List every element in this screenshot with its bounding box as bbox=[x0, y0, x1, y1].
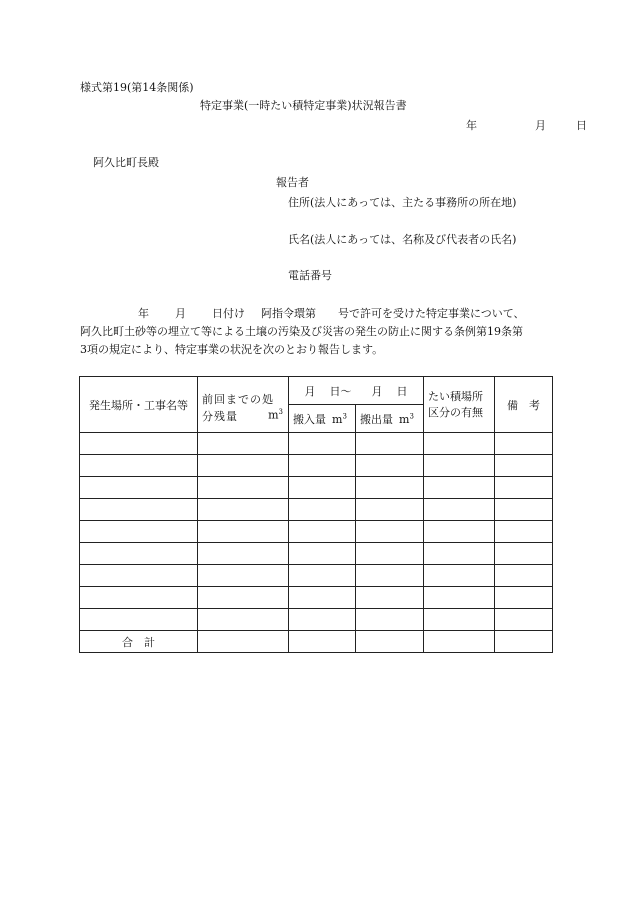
header-previous-remaining bbox=[198, 377, 289, 433]
table-cell[interactable] bbox=[80, 543, 198, 565]
total-cell[interactable] bbox=[495, 631, 553, 653]
table-cell[interactable] bbox=[495, 521, 553, 543]
table-cell[interactable] bbox=[198, 433, 289, 455]
total-cell[interactable] bbox=[424, 631, 495, 653]
table-cell[interactable] bbox=[495, 455, 553, 477]
report-body bbox=[80, 305, 560, 359]
table-row bbox=[80, 455, 553, 477]
table-cell[interactable] bbox=[356, 433, 424, 455]
table-cell[interactable] bbox=[424, 587, 495, 609]
body-line-3: 3項の規定により、特定事業の状況を次のとおり報告します。 bbox=[80, 343, 384, 356]
table-cell[interactable] bbox=[198, 609, 289, 631]
table-cell[interactable] bbox=[198, 565, 289, 587]
total-row bbox=[80, 631, 553, 653]
table-cell[interactable] bbox=[80, 609, 198, 631]
table-cell[interactable] bbox=[424, 477, 495, 499]
table-cell[interactable] bbox=[356, 609, 424, 631]
table-cell[interactable] bbox=[80, 521, 198, 543]
body-day: 日付け bbox=[212, 307, 245, 320]
table-cell[interactable] bbox=[424, 455, 495, 477]
table-cell[interactable] bbox=[356, 477, 424, 499]
table-cell[interactable] bbox=[424, 433, 495, 455]
table-row bbox=[80, 433, 553, 455]
table-row bbox=[80, 543, 553, 565]
body-line-1 bbox=[80, 305, 560, 323]
header-outflow: 搬出量 $m^3$ bbox=[356, 405, 424, 433]
addressee: 阿久比町長殿 bbox=[93, 156, 159, 169]
document-title: 特定事業(一時たい積特定事業)状況報告書 bbox=[200, 99, 407, 112]
table-cell[interactable] bbox=[356, 499, 424, 521]
table-cell[interactable] bbox=[495, 499, 553, 521]
period-day-end: 日 bbox=[396, 384, 408, 398]
table-cell[interactable] bbox=[289, 543, 356, 565]
header-location: 発生場所・工事名等 bbox=[80, 377, 198, 433]
header-storage-line2: 区分の有無 bbox=[428, 405, 483, 419]
table-row bbox=[80, 521, 553, 543]
table-cell[interactable] bbox=[198, 455, 289, 477]
table-cell[interactable] bbox=[356, 521, 424, 543]
table-cell[interactable] bbox=[80, 477, 198, 499]
table-cell[interactable] bbox=[198, 521, 289, 543]
body-month: 月 bbox=[175, 307, 186, 320]
table-cell[interactable] bbox=[424, 499, 495, 521]
total-cell[interactable] bbox=[289, 631, 356, 653]
table-cell[interactable] bbox=[495, 587, 553, 609]
phone-label: 電話番号 bbox=[288, 269, 332, 282]
header-remarks: 備 考 bbox=[495, 377, 553, 433]
table-row bbox=[80, 499, 553, 521]
table-cell[interactable] bbox=[80, 455, 198, 477]
table-cell[interactable] bbox=[356, 543, 424, 565]
table-cell[interactable] bbox=[356, 565, 424, 587]
table-cell[interactable] bbox=[424, 521, 495, 543]
table-cell[interactable] bbox=[356, 587, 424, 609]
header-period bbox=[289, 377, 424, 405]
table-cell[interactable] bbox=[289, 499, 356, 521]
period-month-end: 月 bbox=[371, 384, 383, 398]
table-cell[interactable] bbox=[289, 587, 356, 609]
table-cell[interactable] bbox=[289, 455, 356, 477]
total-label: 合 計 bbox=[80, 631, 198, 653]
table-cell[interactable] bbox=[80, 587, 198, 609]
table-cell[interactable] bbox=[198, 587, 289, 609]
table-cell[interactable] bbox=[198, 499, 289, 521]
table-cell[interactable] bbox=[289, 609, 356, 631]
table-cell[interactable] bbox=[495, 433, 553, 455]
table-row bbox=[80, 477, 553, 499]
table-cell[interactable] bbox=[198, 543, 289, 565]
table-body bbox=[80, 433, 553, 631]
name-label: 氏名(法人にあっては、名称及び代表者の氏名) bbox=[288, 233, 517, 246]
table-cell[interactable] bbox=[80, 565, 198, 587]
total-cell[interactable] bbox=[356, 631, 424, 653]
total-cell[interactable] bbox=[198, 631, 289, 653]
table-row bbox=[80, 609, 553, 631]
table-cell[interactable] bbox=[495, 543, 553, 565]
header-previous-unit: $m^3$ bbox=[268, 408, 283, 422]
body-permit-ref: 阿指令環第 bbox=[261, 307, 316, 320]
table-cell[interactable] bbox=[424, 543, 495, 565]
table-cell[interactable] bbox=[495, 477, 553, 499]
report-table bbox=[79, 376, 553, 653]
body-line-2: 阿久比町土砂等の埋立て等による土壌の汚染及び災害の発生の防止に関する条例第19条第 bbox=[80, 325, 523, 338]
reporter-label: 報告者 bbox=[276, 176, 309, 189]
table-cell[interactable] bbox=[424, 609, 495, 631]
header-previous-line2: 分残量 bbox=[202, 410, 238, 423]
date-day: 日 bbox=[576, 119, 587, 132]
table-cell[interactable] bbox=[80, 433, 198, 455]
table-cell[interactable] bbox=[356, 455, 424, 477]
address-label: 住所(法人にあっては、主たる事務所の所在地) bbox=[288, 196, 517, 209]
table-cell[interactable] bbox=[495, 565, 553, 587]
table-row bbox=[80, 565, 553, 587]
period-month-start: 月 bbox=[304, 384, 316, 398]
body-year: 年 bbox=[138, 307, 149, 320]
date-year: 年 bbox=[466, 119, 477, 132]
table-cell[interactable] bbox=[289, 477, 356, 499]
header-storage-category bbox=[424, 377, 495, 433]
date-month: 月 bbox=[535, 119, 546, 132]
body-line-1-rest: 号で許可を受けた特定事業について、 bbox=[338, 307, 525, 320]
table-cell[interactable] bbox=[289, 565, 356, 587]
period-day-start: 日〜 bbox=[329, 384, 352, 398]
table-cell[interactable] bbox=[80, 499, 198, 521]
table-cell[interactable] bbox=[495, 609, 553, 631]
table-row bbox=[80, 587, 553, 609]
table-cell[interactable] bbox=[198, 477, 289, 499]
header-storage-line1: たい積場所 bbox=[428, 389, 483, 403]
header-inflow: 搬入量 $m^3$ bbox=[289, 405, 356, 433]
table-cell[interactable] bbox=[289, 521, 356, 543]
form-number: 様式第19(第14条関係) bbox=[80, 81, 194, 94]
table-cell[interactable] bbox=[424, 565, 495, 587]
header-previous-line1: 前回までの処 bbox=[202, 393, 274, 406]
table-cell[interactable] bbox=[289, 433, 356, 455]
report-date bbox=[466, 120, 587, 131]
